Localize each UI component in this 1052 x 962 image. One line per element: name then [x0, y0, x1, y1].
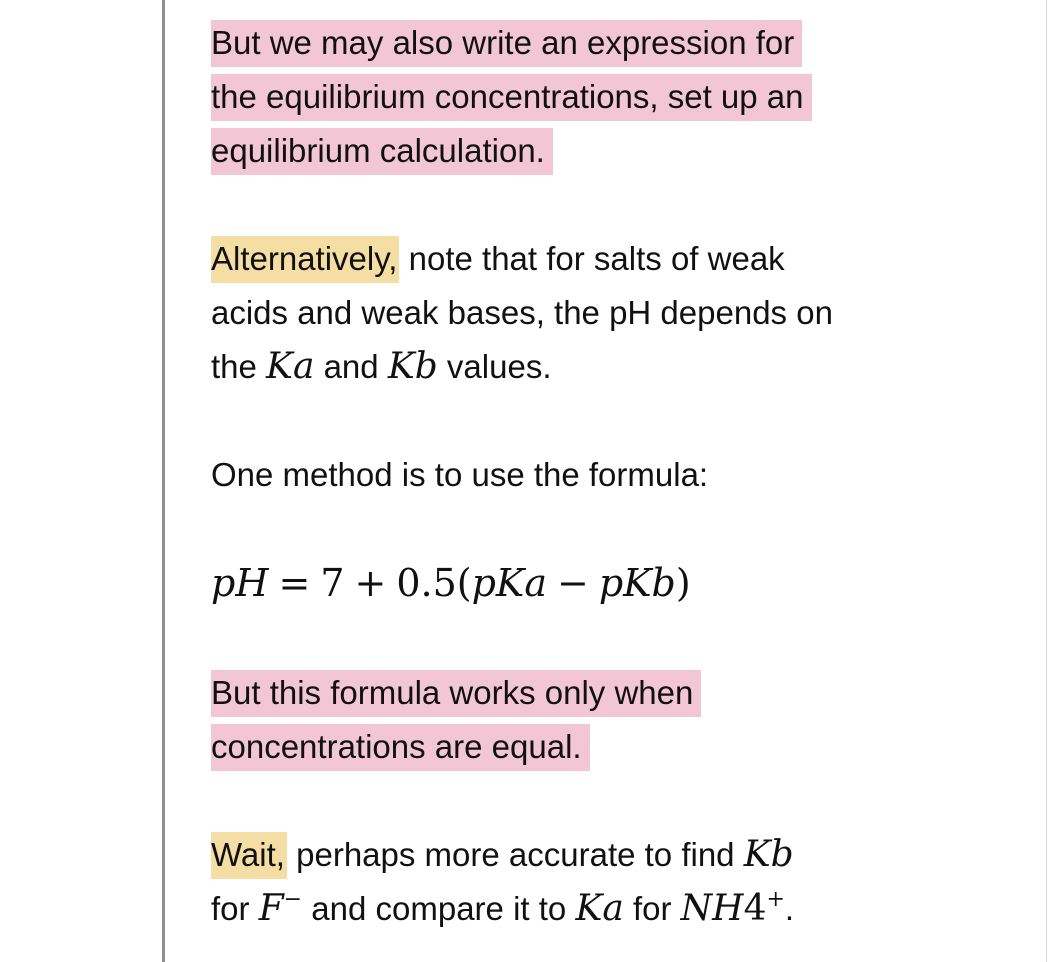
- paragraph-line: [211, 340, 833, 394]
- math-nh4-superscript: +: [766, 887, 785, 912]
- formula-close: ): [675, 561, 691, 605]
- paragraph-caveat: [211, 666, 701, 774]
- math-kb: Kb: [387, 346, 438, 387]
- paragraph-text: and compare it to: [302, 890, 576, 927]
- left-border-rule: [162, 0, 165, 962]
- math-ka: Ka: [575, 888, 624, 929]
- paragraph-line: [211, 70, 812, 124]
- formula-plus: +: [354, 561, 387, 605]
- paragraph-wait: [211, 828, 794, 936]
- highlighted-text: concentrations are equal.: [211, 724, 590, 771]
- math-kb: Kb: [743, 834, 794, 875]
- paragraph-line: [211, 720, 701, 774]
- highlighted-word: Wait,: [211, 832, 287, 879]
- formula-seven: 7: [320, 561, 345, 605]
- paragraph-text: for: [211, 890, 259, 927]
- paragraph-line: [211, 828, 794, 882]
- highlighted-text: But this formula works only when: [211, 670, 701, 717]
- highlighted-text: the equilibrium concentrations, set up an: [211, 74, 812, 121]
- highlighted-text: equilibrium calculation.: [211, 128, 553, 175]
- paragraph-text: the: [211, 348, 267, 385]
- math-nh4-number: 4: [743, 888, 767, 929]
- math-nh4: NH: [680, 888, 744, 929]
- paragraph-line: [211, 882, 794, 936]
- paragraph-text: and: [314, 348, 388, 385]
- math-f: F: [258, 888, 284, 929]
- math-f-superscript: −: [283, 887, 303, 912]
- formula-half: 0.5(: [396, 561, 472, 605]
- paragraph-text: note that for salts of weak: [399, 240, 785, 277]
- highlighted-word: Alternatively,: [211, 236, 399, 283]
- paragraph-line: [211, 666, 701, 720]
- paragraph-line: [211, 124, 812, 178]
- paragraph-line: [211, 232, 833, 286]
- paragraph-text: values.: [437, 348, 552, 385]
- formula-equals: =: [278, 561, 311, 605]
- formula-pka: pKa: [471, 561, 547, 605]
- paragraph-line: acids and weak bases, the pH depends on: [211, 294, 833, 331]
- paragraph-line: [211, 16, 812, 70]
- paragraph-text: .: [784, 890, 795, 927]
- paragraph-line: One method is to use the formula:: [211, 456, 709, 493]
- right-border-rule: [1046, 0, 1047, 962]
- paragraph-expression: [211, 16, 812, 178]
- paragraph-method: [211, 448, 708, 502]
- paragraph-alternatively: [211, 232, 833, 394]
- ph-formula: [211, 556, 691, 610]
- formula-pkb: pKb: [598, 561, 676, 605]
- paragraph-text: perhaps more accurate to find: [286, 836, 744, 873]
- formula-minus: −: [556, 561, 589, 605]
- highlighted-text: But we may also write an expression for: [211, 20, 802, 67]
- math-ka: Ka: [266, 346, 315, 387]
- paragraph-text: for: [623, 890, 681, 927]
- formula-lhs: pH: [211, 561, 269, 605]
